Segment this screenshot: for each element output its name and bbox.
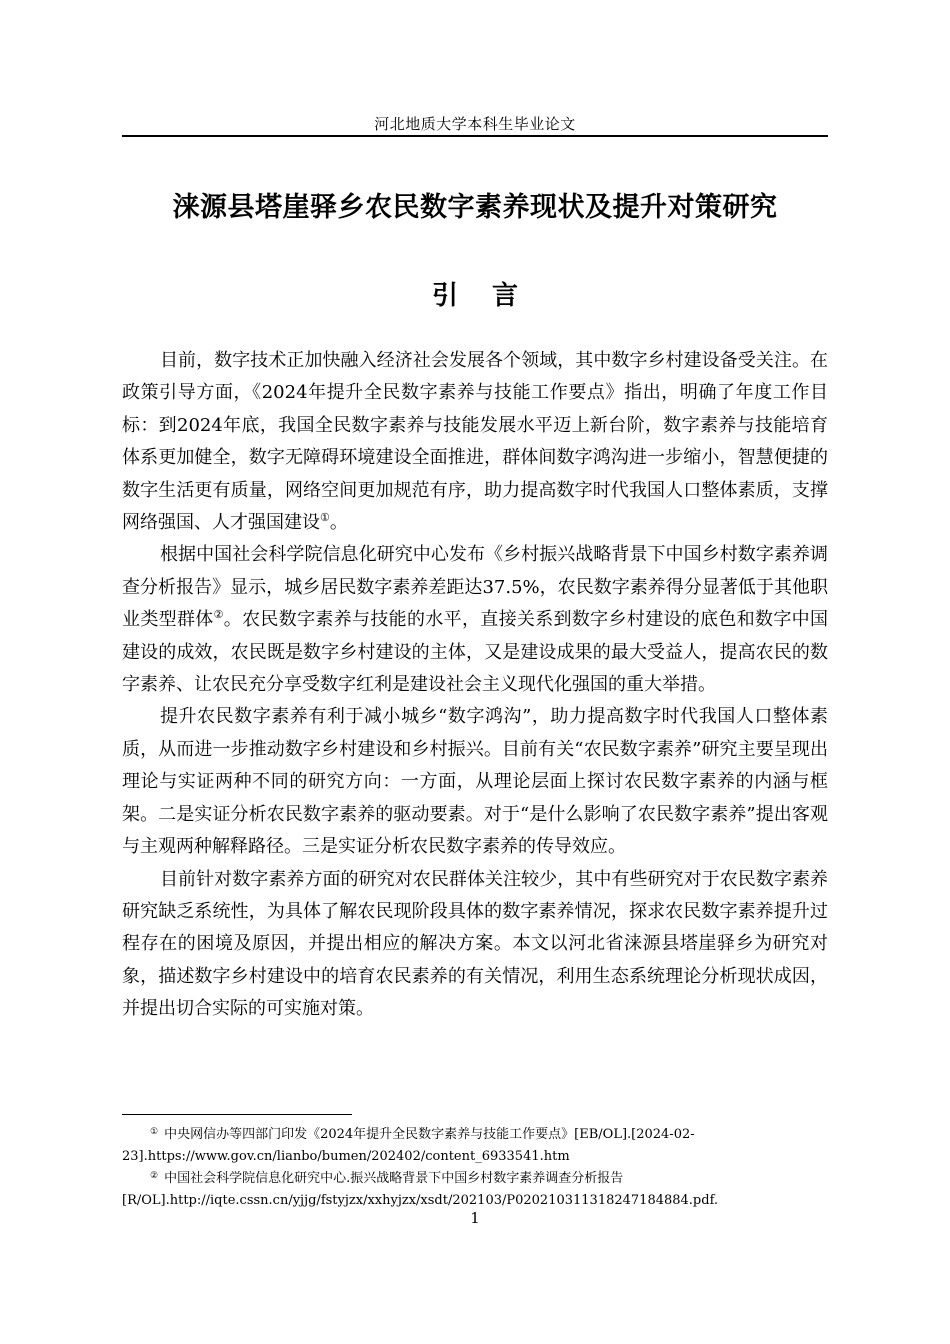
paragraph-4: 目前针对数字素养方面的研究对农民群体关注较少，其中有些研究对于农民数字素养研究缺乏系统性，为具体了解农民现阶段具体的数字素养情况，探求农民数字素养提升过程存在的困境及原因，并提出相应的解决方案。本文以河北省涞源县塔崖驿乡为研究对象，描述数字乡村建设中的培育农民素养的有关情况，利用生态系统理论分析现状成因，并提出切合实际的可实施对策。 [122,868,828,1020]
header-rule [122,135,828,137]
footnote-rule [122,1114,352,1115]
footnotes [122,1124,828,1212]
paragraph-2-tail: 。农民数字素养与技能的水平，直接关系到数字乡村建设的底色和数字中国建设的成效，农民既是数字乡村建设的主体，又是建设成果的最大受益人，提高农民的数字素养、让农民充分享受数字红利是建设社会主义现代化强国的重大举措。 [122,609,829,696]
section-title-char-1: 引 [431,281,458,311]
footnote-ref-2[interactable]: ② [213,608,224,622]
paragraph-1 [122,345,828,539]
paragraph-2 [122,539,828,701]
section-title [122,276,828,316]
paragraph-2-text: 根据中国社会科学院信息化研究中心发布《乡村振兴战略背景下中国乡村数字素养调查分析报告》显示，城乡居民数字素养差距达37.5%，农民数字素养得分显著低于其他职业类型群体 [122,544,828,631]
running-header: 河北地质大学本科生毕业论文 [374,115,576,133]
footnote-1-text: 中央网信办等四部门印发《2024年提升全民数字素养与技能工作要点》[EB/OL].[2024-02-23].https://www.gov.cn/lianbo/bumen/202402/content_6933541.htm [122,1127,695,1164]
footnote-1-mark: ① [150,1127,159,1137]
footnote-2-text: 中国社会科学院信息化研究中心.振兴战略背景下中国乡村数字素养调查分析报告[R/OL].http://iqte.cssn.cn/yjjg/fstyjzx/xxhyjzx/xsdt/202103/P020210311318247184884.pdf. [122,1171,719,1208]
footnote-1 [122,1124,828,1168]
paragraph-3: 提升农民数字素养有利于减小城乡“数字鸿沟”，助力提高数字时代我国人口整体素质，从而进一步推动数字乡村建设和乡村振兴。目前有关“农民数字素养”研究主要呈现出理论与实证两种不同的研究方向：一方面，从理论层面上探讨农民数字素养的内涵与框架。二是实证分析农民数字素养的驱动要素。对于“是什么影响了农民数字素养”提出客观与主观两种解释路径。三是实证分析农民数字素养的传导效应。 [122,706,828,858]
paragraph-1-tail: 。 [329,512,348,534]
section-title-char-2: 言 [492,281,519,311]
footnote-2 [122,1168,828,1212]
document-title: 涞源县塔崖驿乡农民数字素养现状及提升对策研究 [172,192,778,223]
footnote-2-mark: ② [150,1171,159,1181]
paragraph-1-text: 目前，数字技术正加快融入经济社会发展各个领域，其中数字乡村建设备受关注。在政策引导方面，《2024年提升全民数字素养与技能工作要点》指出，明确了年度工作目标：到2024年底，我国全民数字素养与技能发展水平迈上新台阶，数字素养与技能培育体系更加健全，数字无障碍环境建设全面推进，群体间数字鸿沟进一步缩小，智慧便捷的数字生活更有质量，网络空间更加规范有序，助力提高数字时代我国人口整体素质，支撑网络强国、人才强国建设 [122,350,828,534]
footnote-ref-1[interactable]: ① [320,511,330,525]
body-text [122,345,828,1026]
page-number: 1 [470,1209,480,1227]
